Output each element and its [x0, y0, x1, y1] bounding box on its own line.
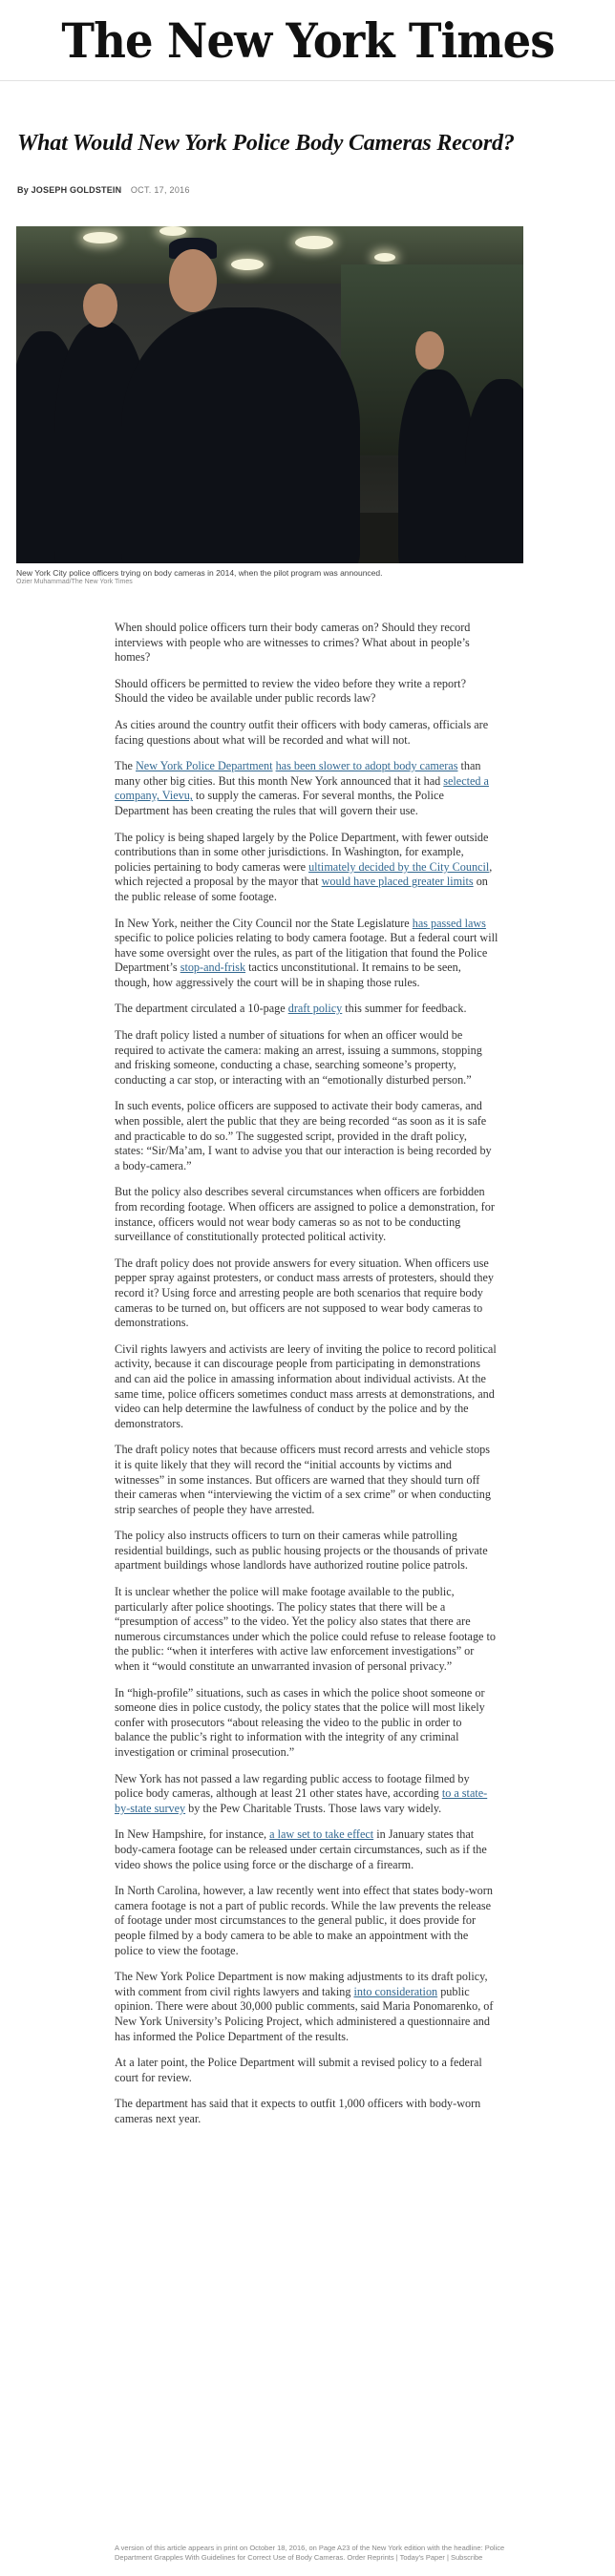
paragraph-text: In North Carolina, however, a law recently went into effect that states body-worn camera footage is not a part of public records. While the law prevents the release of footage under most circumstances to the general public, it does provide for people filmed by a body camera to be able to make an appointment with the police to view the footage.	[115, 1884, 493, 1957]
article-paragraph	[115, 1443, 498, 1517]
paragraph-text: The draft policy does not provide answers for every situation. When officers use pepper spray against protesters, or conduct mass arrests of protesters, should they record it? Using force and arresting people are both scenarios that require body cameras to be turned on, but officers are not supposed to wear body cameras to demonstrations.	[115, 1256, 495, 1330]
paragraph-text: The policy also instructs officers to turn on their cameras while patrolling residential buildings, such as public housing projects or the thousands of private apartment buildings whose landlords have authorized routine police patrols.	[115, 1529, 488, 1573]
article-paragraph	[115, 917, 498, 991]
photo-light	[231, 259, 264, 270]
article-paragraph	[115, 677, 498, 707]
inline-link[interactable]: ultimately decided by the City Council	[308, 859, 490, 874]
paragraph-text: In such events, police officers are supposed to activate their body cameras, and when possible, alert the public that they are being recorded “as soon as it is safe and practicable to do so.” The suggested script, provided in the draft policy, states: “Sir/Ma’am, I want to advise you that our interaction is being recorded by a body-camera.”	[115, 1099, 492, 1172]
article-paragraph	[115, 831, 498, 905]
photo-officer-head	[415, 331, 444, 370]
paragraph-text: The policy is being shaped largely by the Police Department, with fewer outside contributions than in some other jurisdictions. In Washington, for example, policies pertaining to body cameras were	[115, 830, 489, 874]
paragraph-text: tactics unconstitutional. It remains to be seen, though, how aggressively the court will be in shaping those rules.	[115, 961, 461, 989]
photo-officer-head	[83, 284, 117, 327]
article-paragraph	[115, 621, 498, 665]
inline-link[interactable]: a law set to take effect	[269, 1827, 374, 1842]
article-paragraph	[115, 1585, 498, 1675]
paragraph-text: than many other big cities. But this month New York announced that it had	[115, 759, 481, 788]
paragraph-text: When should police officers turn their body cameras on? Should they record interviews with people who are witnesses to crimes? What about in people’s homes?	[115, 621, 471, 665]
article-paragraph	[115, 2056, 498, 2085]
article-body	[115, 621, 498, 2138]
nyt-logo[interactable]: The New York Times	[60, 11, 555, 69]
article-paragraph	[115, 1002, 498, 1017]
article-paragraph	[115, 1970, 498, 2044]
article-paragraph	[115, 1827, 498, 1872]
inline-link[interactable]: draft policy	[287, 1002, 343, 1016]
inline-link[interactable]: into consideration	[353, 1984, 438, 1998]
article-photo	[16, 226, 523, 563]
article-paragraph	[115, 1529, 498, 1573]
photo-light	[295, 236, 333, 249]
paragraph-text: As cities around the country outfit their officers with body cameras, officials are facing questions about what will be recorded and what will not.	[115, 717, 489, 747]
masthead	[0, 0, 615, 81]
inline-link[interactable]: has been slower to adopt body cameras	[275, 759, 458, 773]
paragraph-text: on the public release of some footage.	[115, 875, 488, 903]
photo-light	[83, 232, 117, 243]
article-paragraph	[115, 1256, 498, 1331]
photo-light	[159, 226, 186, 236]
photo-officer-right	[398, 370, 475, 563]
paragraph-text: The draft policy listed a number of situations for when an officer would be required to activate the camera: making an arrest, issuing a summons, stopping and frisking someone, conducting a chase, searching someone’s property, conducting a car stop, or interacting with an “emotionally disturbed person.”	[115, 1028, 482, 1087]
inline-link[interactable]: stop-and-frisk	[180, 961, 246, 975]
paragraph-text: by the Pew Charitable Trusts. Those laws vary widely.	[185, 1801, 442, 1815]
paragraph-text: Should officers be permitted to review the video before they write a report? Should the video be available under public records law?	[115, 676, 466, 706]
paragraph-text: The department circulated a 10-page	[115, 1002, 288, 1016]
print-edition-note: A version of this article appears in print on October 18, 2016, on Page A23 of the New York edition with the headline: Police Department Grapples With Guidelines for Correct Use of Body Cameras. Order Reprints | Today's Paper | Subscribe	[115, 2544, 505, 2562]
article-paragraph	[115, 2097, 498, 2126]
article-paragraph	[115, 1686, 498, 1761]
paragraph-text: The draft policy notes that because officers must record arrests and vehicle stops it is quite likely that they will record the “initial accounts by victims and witnesses” in some instances. But officers are warned that they should turn off their cameras when “interviewing the victim of a sex crime” or when conducting strip searches of people they have arrested.	[115, 1443, 491, 1516]
article-paragraph	[115, 1028, 498, 1087]
paragraph-text: In “high-profile” situations, such as cases in which the police shoot someone or someone dies in police custody, the policy states that the police will most likely confer with prosecutors “about releasing the video to the public in order to balance the public’s right to information with the integrity of any criminal investigation or criminal prosecution.”	[115, 1685, 485, 1759]
article-paragraph	[115, 1884, 498, 1958]
paragraph-text: The	[115, 759, 136, 773]
paragraph-text: , which rejected a proposal by the mayor that	[115, 859, 493, 889]
paragraph-text: But the policy also describes several circumstances when officers are forbidden from recording footage. When officers are assigned to police a demonstration, for instance, officers would not wear body cameras so as not to be conducting surveillance of constitutionally protected political activity.	[115, 1185, 495, 1244]
byline-row	[17, 185, 190, 195]
paragraph-text: Civil rights lawyers and activists are leery of inviting the police to record political activity, because it can discourage people from participating in demonstrations and can aid the police in amassing information about individual activists. At the same time, police officers sometimes conduct mass arrests at demonstrations, and video can help determine the lawfulness of conduct by the police and by the demonstrators.	[115, 1341, 497, 1430]
byline: By JOSEPH GOLDSTEIN	[17, 185, 122, 195]
paragraph-text: in January states that body-camera footage can be released under certain circumstances, such as if the video shows the police using force or the discharge of a firearm.	[115, 1827, 487, 1871]
article-paragraph	[115, 1185, 498, 1244]
inline-link[interactable]: New York Police Department	[136, 759, 273, 773]
inline-link[interactable]: selected a company, Vievu,	[115, 773, 489, 803]
inline-link[interactable]: has passed laws	[412, 916, 486, 930]
paragraph-text: In New York, neither the City Council nor the State Legislature	[115, 916, 413, 930]
photo-officer-head	[169, 249, 217, 312]
paragraph-text: public opinion. There were about 30,000 public comments, said Maria Ponomarenko, of New York University’s Policing Project, which administered a questionnaire and has informed the Police Department of the results.	[115, 1984, 494, 2043]
paragraph-text: to supply the cameras. For several months, the Police Department has been creating the rules that will govern their use.	[115, 789, 444, 817]
photo-light	[374, 253, 395, 262]
photo-credit: Ozier Muhammad/The New York Times	[16, 579, 133, 585]
inline-link[interactable]: would have placed greater limits	[321, 875, 474, 889]
article-paragraph	[115, 1772, 498, 1817]
paragraph-text: It is unclear whether the police will make footage available to the public, particularly after police shootings. The policy states that there will be a “presumption of access” to the video. Yet the policy also states that there are numerous circumstances under which the police could refuse to release footage to the public: “when it interferes with active law enforcement investigations” or when it “would constitute an unwarranted invasion of personal privacy.”	[115, 1585, 496, 1674]
paragraph-text: specific to police policies relating to body camera footage. But a federal court will have some oversight over the rules, as part of the litigation that found the Police Department’s	[115, 931, 498, 975]
photo-officer-center	[121, 307, 360, 563]
photo-caption: New York City police officers trying on body cameras in 2014, when the pilot program was announced.	[16, 568, 383, 578]
paragraph-text: The department has said that it expects to outfit 1,000 officers with body-worn cameras next year.	[115, 2097, 481, 2125]
inline-link[interactable]: to a state-by-state survey	[115, 1786, 488, 1815]
photo-officer-far-right	[465, 379, 523, 563]
paragraph-text: In New Hampshire, for instance,	[115, 1827, 270, 1842]
article-paragraph	[115, 1099, 498, 1173]
article-headline: What Would New York Police Body Cameras Record?	[17, 131, 515, 156]
article-paragraph	[115, 759, 498, 818]
paragraph-text: The New York Police Department is now making adjustments to its draft policy, with comment from civil rights lawyers and taking	[115, 1970, 488, 1998]
paragraph-text: New York has not passed a law regarding public access to footage filmed by police body cameras, although at least 21 other states have, according	[115, 1771, 470, 1801]
article-date: OCT. 17, 2016	[130, 185, 190, 195]
paragraph-text: At a later point, the Police Department will submit a revised policy to a federal court for review.	[115, 2056, 482, 2084]
article-paragraph	[115, 1342, 498, 1432]
paragraph-text: this summer for feedback.	[342, 1002, 467, 1016]
article-paragraph	[115, 718, 498, 748]
